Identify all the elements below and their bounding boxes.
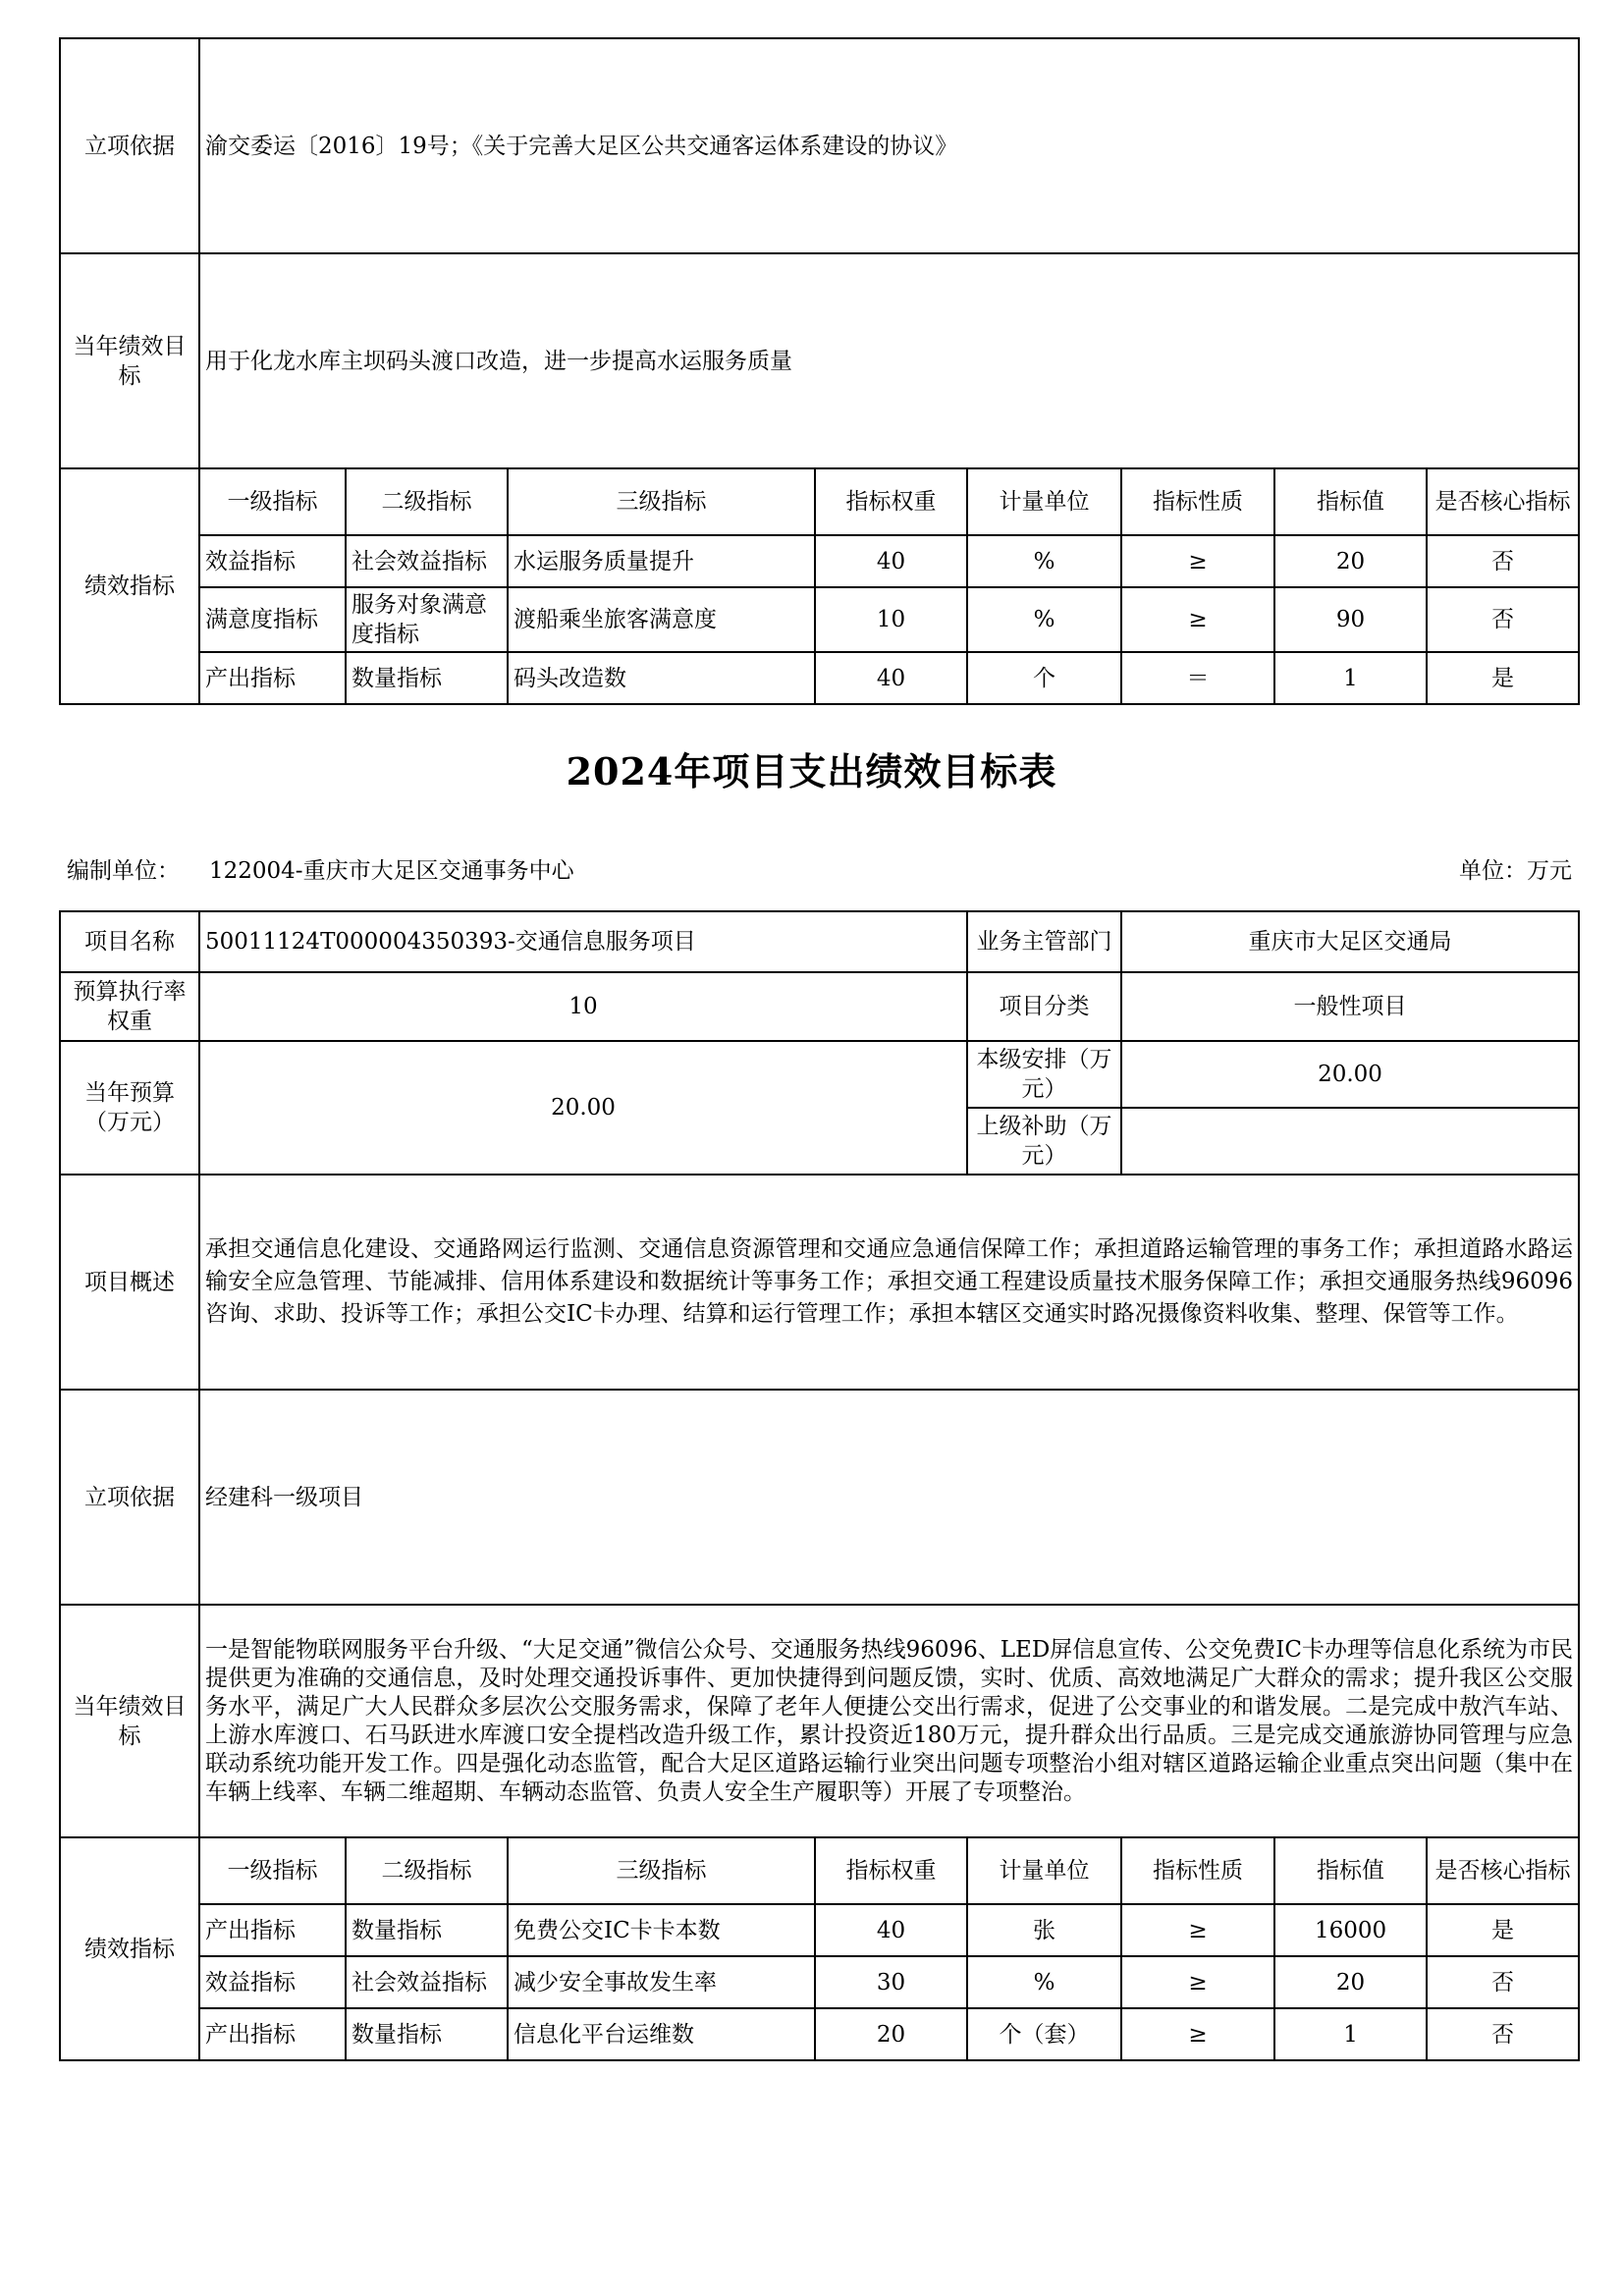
table-cell: 数量指标 (346, 652, 508, 704)
table-cell: ≥ (1121, 1956, 1274, 2008)
table-cell: 减少安全事故发生率 (508, 1956, 815, 2008)
table-cell: 是 (1427, 652, 1579, 704)
table-cell: ＝ (1121, 652, 1274, 704)
table-cell: % (967, 1956, 1121, 2008)
table-cell: 产出指标 (199, 652, 346, 704)
table-cell: 20 (815, 2008, 967, 2060)
basis-value: 渝交委运〔2016〕19号；《关于完善大足区公共交通客运体系建设的协议》 (199, 38, 1579, 253)
table-cell: 否 (1427, 535, 1579, 587)
compiling-unit (67, 852, 574, 885)
table-cell: 40 (815, 535, 967, 587)
overview-label: 项目概述 (60, 1175, 199, 1390)
table-cell: ≥ (1121, 1904, 1274, 1956)
money-unit: 单位：万元 (1459, 858, 1572, 884)
table-cell: 信息化平台运维数 (508, 2008, 815, 2060)
perf-label: 绩效指标 (60, 468, 199, 704)
table-cell: 1 (1274, 2008, 1427, 2060)
table-cell: 个（套） (967, 2008, 1121, 2060)
table-cell: 40 (815, 652, 967, 704)
project-name-label: 项目名称 (60, 911, 199, 972)
table-cell: 90 (1274, 587, 1427, 652)
upper-value (1121, 1108, 1579, 1175)
table-cell: 1 (1274, 652, 1427, 704)
page-title: 2024年项目支出绩效目标表 (566, 749, 1057, 793)
table-cell: ≥ (1121, 2008, 1274, 2060)
table-cell: 否 (1427, 1956, 1579, 2008)
header-cell: 指标性质 (1121, 468, 1274, 535)
table-cell: 10 (815, 587, 967, 652)
header-cell: 指标值 (1274, 1837, 1427, 1904)
table-cell: 30 (815, 1956, 967, 2008)
table-cell: 免费公交IC卡卡本数 (508, 1904, 815, 1956)
category-value: 一般性项目 (1121, 972, 1579, 1041)
table-cell: 16000 (1274, 1904, 1427, 1956)
overview-value: 承担交通信息化建设、交通路网运行监测、交通信息资源管理和交通应急通信保障工作；承担道路运输管理的事务工作；承担道路水路运输安全应急管理、节能减排、信用体系建设和数据统计等事务工作；承担交通工程建设质量技术服务保障工作；承担交通服务热线96096咨询、求助、投诉等工作；承担公交IC卡办理、结算和运行管理工作；承担本辖区交通实时路况摄像资料收集、整理、保管等工作。 (199, 1175, 1579, 1390)
table-cell: 码头改造数 (508, 652, 815, 704)
table-cell: ≥ (1121, 535, 1274, 587)
basis-label: 立项依据 (60, 38, 199, 253)
table-cell: 服务对象满意度指标 (346, 587, 508, 652)
goal-label: 当年绩效目标 (60, 1605, 199, 1837)
upper-label: 上级补助（万元） (967, 1108, 1121, 1175)
perf-label: 绩效指标 (60, 1837, 199, 2060)
basis-value: 经建科一级项目 (199, 1390, 1579, 1605)
goal-value: 一是智能物联网服务平台升级、“大足交通”微信公众号、交通服务热线96096、LED屏信息宣传、公交免费IC卡办理等信息化系统为市民提供更为准确的交通信息，及时处理交通投诉事件、更加快捷得到问题反馈，实时、优质、高效地满足广大群众的需求；提升我区公交服务水平，满足广大人民群众多层次公交服务需求，保障了老年人便捷公交出行需求，促进了公交事业的和谐发展。二是完成中敖汽车站、上游水库渡口、石马跃进水库渡口安全提档改造升级工作，累计投资近180万元，提升群众出行品质。三是完成交通旅游协同管理与应急联动系统功能开发工作。四是强化动态监管，配合大足区道路运输行业突出问题专项整治小组对辖区道路运输企业重点突出问题（集中在车辆上线率、车辆二维超期、车辆动态监管、负责人安全生产履职等）开展了专项整治。 (199, 1605, 1579, 1837)
table-cell: 渡船乘坐旅客满意度 (508, 587, 815, 652)
table-cell: 否 (1427, 2008, 1579, 2060)
table-cell: 产出指标 (199, 2008, 346, 2060)
table-cell: 数量指标 (346, 2008, 508, 2060)
table-cell: 40 (815, 1904, 967, 1956)
top-performance-table (59, 37, 1580, 705)
table-cell: 数量指标 (346, 1904, 508, 1956)
compiling-unit-value: 122004-重庆市大足区交通事务中心 (209, 858, 574, 884)
table-cell: ≥ (1121, 587, 1274, 652)
header-cell: 是否核心指标 (1427, 468, 1579, 535)
header-cell: 一级指标 (199, 1837, 346, 1904)
project-performance-table (59, 910, 1580, 2061)
goal-value: 用于化龙水库主坝码头渡口改造，进一步提高水运服务质量 (199, 253, 1579, 468)
dept-label: 业务主管部门 (967, 911, 1121, 972)
header-cell: 是否核心指标 (1427, 1837, 1579, 1904)
table-cell: 20 (1274, 1956, 1427, 2008)
budget-value: 20.00 (199, 1041, 967, 1175)
header-cell: 指标权重 (815, 1837, 967, 1904)
compiling-unit-label: 编制单位： (67, 858, 180, 884)
table-cell: 个 (967, 652, 1121, 704)
basis-label: 立项依据 (60, 1390, 199, 1605)
table-cell: 20 (1274, 535, 1427, 587)
table-cell: 效益指标 (199, 1956, 346, 2008)
goal-label: 当年绩效目标 (60, 253, 199, 468)
table-cell: 效益指标 (199, 535, 346, 587)
header-cell: 二级指标 (346, 1837, 508, 1904)
dept-value: 重庆市大足区交通局 (1121, 911, 1579, 972)
project-name-value: 50011124T000004350393-交通信息服务项目 (199, 911, 967, 972)
header-cell: 三级指标 (508, 1837, 815, 1904)
header-cell: 计量单位 (967, 1837, 1121, 1904)
header-cell: 计量单位 (967, 468, 1121, 535)
header-cell: 二级指标 (346, 468, 508, 535)
table-cell: 否 (1427, 587, 1579, 652)
header-cell: 一级指标 (199, 468, 346, 535)
header-cell: 指标值 (1274, 468, 1427, 535)
exec-rate-label: 预算执行率权重 (60, 972, 199, 1041)
table-cell: 产出指标 (199, 1904, 346, 1956)
table-cell: 社会效益指标 (346, 1956, 508, 2008)
category-label: 项目分类 (967, 972, 1121, 1041)
table-cell: 张 (967, 1904, 1121, 1956)
table-cell: 是 (1427, 1904, 1579, 1956)
table-cell: 水运服务质量提升 (508, 535, 815, 587)
table-cell: 满意度指标 (199, 587, 346, 652)
header-cell: 指标性质 (1121, 1837, 1274, 1904)
table-cell: % (967, 535, 1121, 587)
local-value: 20.00 (1121, 1041, 1579, 1108)
local-label: 本级安排（万元） (967, 1041, 1121, 1108)
header-cell: 三级指标 (508, 468, 815, 535)
exec-rate-value: 10 (199, 972, 967, 1041)
header-cell: 指标权重 (815, 468, 967, 535)
table-cell: 社会效益指标 (346, 535, 508, 587)
table-cell: % (967, 587, 1121, 652)
budget-label: 当年预算（万元） (60, 1041, 199, 1175)
